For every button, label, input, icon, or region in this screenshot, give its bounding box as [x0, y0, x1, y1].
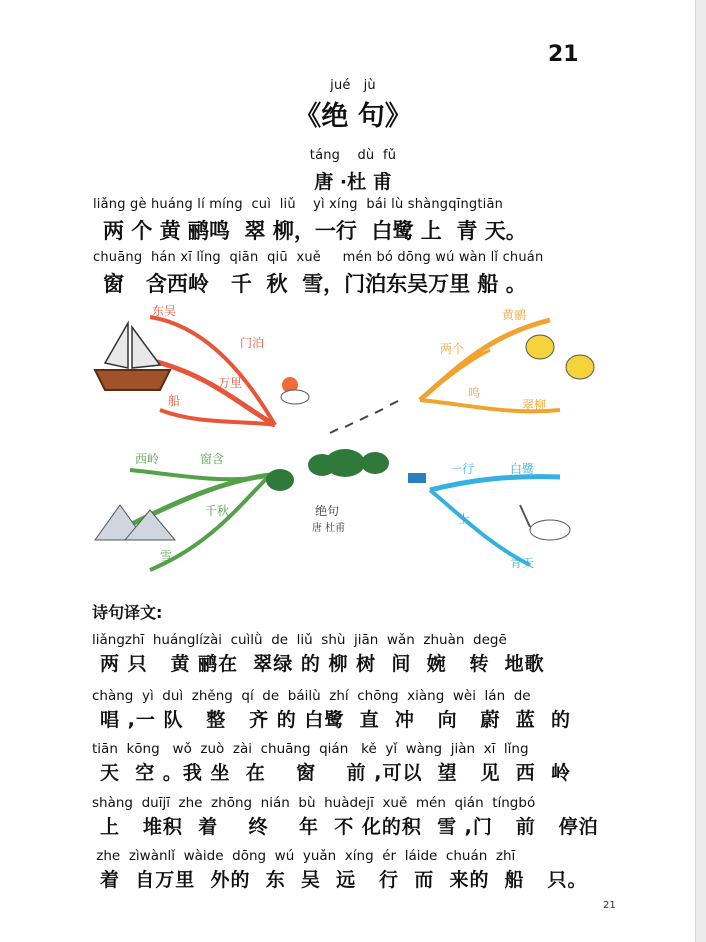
mindmap-right-bottom-3: 上	[458, 512, 471, 526]
mindmap-right-top-2: 黄鹂	[502, 308, 527, 322]
mindmap-center-title: 绝句	[315, 504, 340, 518]
translation-line-2-pinyin: chàng yì duì zhěng qí de báilù zhí chōng xiàng wèi lán de	[92, 688, 531, 704]
poem-author: 唐 ·杜 甫	[314, 171, 392, 193]
translation-line-3-pinyin: tiān kōng wǒ zuò zài chuāng qián kě yǐ wàng jiàn xī lǐng	[92, 741, 529, 757]
translation-line-5-pinyin: zhe zìwànlǐ wàide dōng wú yuǎn xíng ér láide chuán zhī	[92, 848, 516, 864]
oriole-birds-icon	[526, 335, 594, 379]
translation-line-2: 唱 ,一 队 整 齐 的 白鹭 直 冲 向 蔚 蓝 的	[100, 709, 571, 731]
egret-icon	[520, 505, 570, 540]
translation-label: 诗句译文:	[92, 603, 163, 622]
translation-line-1-pinyin: liǎngzhī huánglízài cuìlǜ de liǔ shù jiān wǎn zhuàn degē	[92, 632, 507, 648]
mindmap-center-author: 唐 杜甫	[312, 523, 346, 534]
mindmap-right-bottom-1: 一行	[450, 462, 475, 476]
poem-line-1: 两 个 黄 鹂鸣 翠 柳，一行 白鹭 上 青 天。	[103, 219, 527, 243]
mindmap-left-bottom-4: 雪	[160, 549, 173, 563]
footer-page-number: 21	[603, 900, 616, 911]
window-icon	[408, 473, 426, 483]
poem-line-1-pinyin: liǎng gè huáng lí míng cuì liǔ yì xíng bái lù shàngqīngtiān	[93, 197, 504, 212]
poem-line-2-pinyin: chuāng hán xī lǐng qiān qiū xuě mén bó dōng wú wàn lǐ chuán	[93, 250, 544, 265]
mindmap-left-top-2: 门泊	[240, 336, 265, 350]
orange-branch	[420, 320, 550, 400]
boat-icon	[95, 323, 170, 390]
translation-line-4-pinyin: shàng duījī zhe zhōng nián bù huàdejī xuě mén qián tíngbó	[92, 795, 536, 811]
sun-cloud-icon	[281, 377, 309, 404]
mindmap-right-bottom-4: 青天	[510, 556, 535, 570]
mindmap-left-bottom-1: 西岭	[135, 452, 160, 466]
author-pinyin: táng dù fǔ	[309, 148, 397, 163]
trees-icon	[266, 449, 389, 491]
mindmap-left-bottom-2: 窗含	[200, 452, 225, 466]
mindmap-right-top-3: 鸣	[468, 386, 481, 400]
translation-line-3: 天 空 。我 坐 在 窗 前 ,可以 望 见 西 岭	[100, 762, 571, 784]
mindmap-right-top-4: 翠柳	[522, 398, 547, 412]
mindmap-left-top-3: 万里	[218, 376, 243, 390]
translation-line-1: 两 只 黄 鹂在 翠绿 的 柳 树 间 婉 转 地歌	[100, 653, 545, 675]
mindmap-left-bottom-3: 千秋	[205, 504, 230, 518]
mindmap-right-top-1: 两个	[440, 342, 465, 356]
title-pinyin: jué jù	[330, 78, 376, 93]
mind-map-illustration	[90, 305, 610, 585]
translation-line-5: 着 自万里 外的 东 吴 远 行 而 来的 船 只。	[100, 869, 588, 891]
green-branch-upper	[130, 470, 270, 479]
flying-egrets-icon	[330, 401, 398, 433]
mindmap-left-top-1: 东吴	[152, 305, 177, 318]
mindmap-left-top-4: 船	[168, 394, 181, 408]
translation-line-4: 上 堆积 着 终 年 不 化的积 雪 ,门 前 停泊	[100, 816, 599, 838]
poem-line-2: 窗 含西岭 千 秋 雪，门泊东吴万里 船 。	[103, 272, 527, 296]
poem-title: 《绝 句》	[294, 101, 412, 132]
blue-branch	[430, 477, 560, 490]
page-number: 21	[548, 42, 579, 67]
mindmap-right-bottom-2: 白鹭	[510, 462, 535, 476]
blue-branch-lower	[430, 490, 530, 565]
